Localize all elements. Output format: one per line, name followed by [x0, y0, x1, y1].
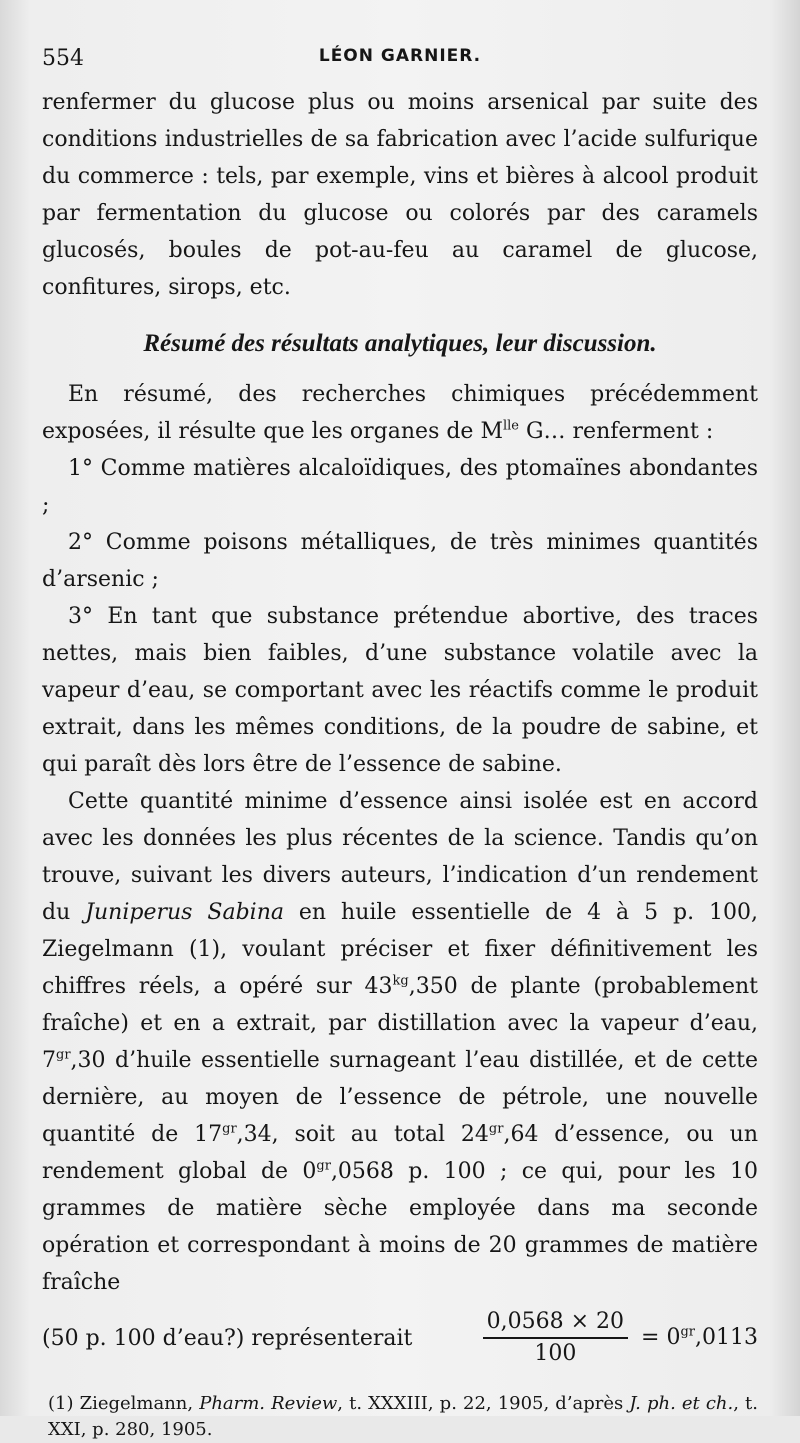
paragraph-summary: En résumé, des recherches chimiques précédemment exposées, il résulte que les organes de $M^{lle}$ G… renferment :	[42, 382, 758, 444]
page-header	[42, 40, 758, 84]
body-text	[42, 84, 758, 1369]
fraction-denominator: 100	[534, 1341, 577, 1366]
section-title: Résumé des résultats analytiques, leur discussion.	[143, 330, 657, 357]
formula-prefix: (50 p. 100 d’eau?) représenterait	[42, 1325, 413, 1351]
paragraph-intro: renfermer du glucose plus ou moins arsenical par suite des conditions industrielles de sa fabrication avec l’acide sulfurique du commerce : tels, par exemple, vins et bières à alcool produit par fermentation du glucose ou colorés par des caramels glucosés, boules de pot-au-feu au caramel de glucose, confitures, sirops, etc.	[42, 90, 758, 300]
list-item-2: 2° Comme poisons métalliques, de très minimes quantités d’arsenic ;	[42, 530, 758, 592]
list-item-3: 3° En tant que substance prétendue abortive, des traces nettes, mais bien faibles, d’une substance volatile avec la vapeur d’eau, se comportant avec les réactifs comme le produit extrait, dans les mêmes conditions, de la poudre de sabine, et qui paraît dès lors être de l’essence de sabine.	[42, 604, 758, 777]
running-head: LÉON GARNIER.	[318, 46, 482, 66]
formula-line	[42, 1307, 758, 1369]
page-number: 554	[42, 46, 84, 71]
species-name: Juniperus Sabina	[85, 900, 284, 925]
formula: $\frac{0,0568 \times 20}{100}$ = $0^{gr},0113$	[477, 1307, 758, 1369]
list-item-1: 1° Comme matières alcaloïdiques, des ptomaïnes abondantes ;	[42, 456, 758, 518]
footnote: (1) Ziegelmann, Pharm. Review, t. XXXIII, p. 22, 1905, d’après J. ph. et ch., t. XXI, p. 280, 1905.	[48, 1393, 758, 1440]
fraction	[483, 1307, 628, 1369]
superscript: lle	[502, 418, 519, 434]
paragraph-discussion: Cette quantité minime d’essence ainsi isolée est en accord avec les données les plus récentes de la science. Tandis qu’on trouve, suivant les divers auteurs, l’indication d’un rendement du Juniperus Sabina en huile essentielle de 4 à 5 p. 100, Ziegelmann (1), voulant préciser et fixer définitivement les chiffres réels, a opéré sur $43^{kg},350$ de plante (probablement fraîche) et en a extrait, par distillation avec la vapeur d’eau, $7^{gr},30$ d’huile essentielle surnageant l’eau distillée, et de cette dernière, au moyen de l’essence de pétrole, une nouvelle quantité de $17^{gr},34$, soit au total $24^{gr},64$ d’essence, ou un rendement global de $0^{gr},0568$ p. 100 ; ce qui, pour les 10 grammes de matière sèche employée dans ma seconde opération et correspondant à moins de 20 grammes de matière fraîche	[42, 789, 759, 1295]
formula-result: ,0113	[695, 1325, 758, 1350]
fraction-numerator: 0,0568 × 20	[483, 1307, 628, 1339]
